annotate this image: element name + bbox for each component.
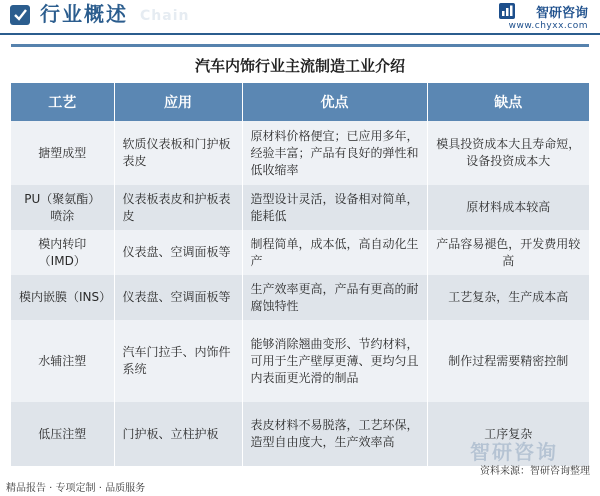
column-header: 工艺 [11,83,114,121]
table-row [11,230,589,275]
table-row [11,121,589,185]
corner-watermark: 智研咨询 [470,440,558,464]
table-cell: 生产效率更高，产品有更高的耐腐蚀特性 [242,275,427,320]
table-cell: 表皮材料不易脱落，工艺环保，造型自由度大，生产效率高 [242,402,427,466]
brand-name: 智研咨询 [535,6,588,21]
source-note: 资料来源：智研咨询整理 [480,466,590,477]
table-title: 汽车内饰行业主流制造工业介绍 [11,47,589,83]
table-caption-row [11,47,589,83]
table-cell: 工艺复杂，生产成本高 [427,275,589,320]
table-cell: 制程简单，成本低，高自动化生产 [242,230,427,275]
header-watermark: Chain [140,8,190,24]
column-header: 应用 [114,83,242,121]
process-table-wrapper [11,44,589,466]
table-cell: 低压注塑 [11,402,114,466]
table-cell: 门护板、立柱护板 [114,402,242,466]
table-cell: 搪塑成型 [11,121,114,185]
column-header: 缺点 [427,83,589,121]
table-cell: 仪表盘、空调面板等 [114,230,242,275]
table-cell: 模内嵌膜（INS） [11,275,114,320]
section-title: 行业概述 [40,2,128,26]
footer-tagline: 精品报告 · 专项定制 · 品质服务 [6,483,146,494]
table-cell: 工序复杂 [427,402,589,466]
table-cell: 能够消除翘曲变形、节约材料，可用于生产壁厚更薄、更均匀且内表面更光滑的制品 [242,320,427,402]
table-cell: 原材料价格便宜；已应用多年，经验丰富；产品有良好的弹性和低收缩率 [242,121,427,185]
table-cell: 制作过程需要精密控制 [427,320,589,402]
table-cell: 原材料成本较高 [427,185,589,230]
table-cell: 模内转印（IMD） [11,230,114,275]
table-cell: 模具投资成本大且寿命短，设备投资成本大 [427,121,589,185]
table-cell: 造型设计灵活，设备相对简单，能耗低 [242,185,427,230]
column-header: 优点 [242,83,427,121]
table-cell: 水辅注塑 [11,320,114,402]
section-icon [8,3,32,27]
page-header [0,0,600,34]
table-cell: 仪表盘、空调面板等 [114,275,242,320]
table-row [11,320,589,402]
header-divider [0,33,600,35]
table-row [11,185,589,230]
brand-url: www.chyxx.com [508,21,588,31]
process-table [11,47,589,466]
brand-logo-icon [498,2,516,20]
table-cell: 软质仪表板和门护板表皮 [114,121,242,185]
table-row [11,275,589,320]
table-cell: 产品容易褪色，开发费用较高 [427,230,589,275]
table-cell: 汽车门拉手、内饰件系统 [114,320,242,402]
table-cell: 仪表板表皮和护板表皮 [114,185,242,230]
table-header-row [11,83,589,121]
table-cell: PU（聚氨酯）喷涂 [11,185,114,230]
